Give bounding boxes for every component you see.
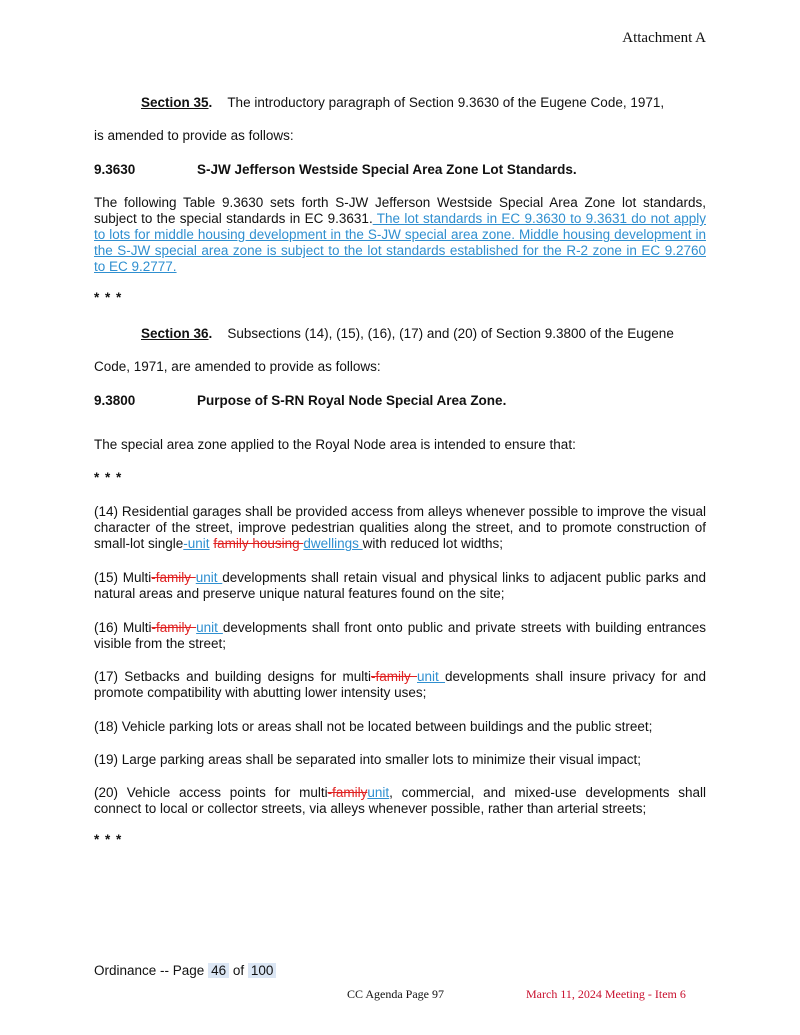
section-35-label: Section 35 xyxy=(141,95,209,110)
section-36-label: Section 36 xyxy=(141,326,209,341)
subsection-14: (14) Residential garages shall be provided access from alleys whenever possible to improve the visual character of the street, improve pedestrian qualities along the street, and to promote construction of small-lot single-unit family housing dwellings with reduced lot widths; xyxy=(94,504,706,551)
subsection-16: (16) Multi-family unit developments shall front onto public and private streets with building entrances visible from the street; xyxy=(94,620,706,651)
section-35-text: The introductory paragraph of Section 9.3630 of the Eugene Code, 1971, xyxy=(227,95,665,110)
deleted-text: -family xyxy=(370,669,417,684)
page-number: 46 xyxy=(208,963,229,978)
inserted-text: The lot standards in EC 9.3630 to 9.3631 do not apply to lots for middle housing development in the S-JW special area zone. Middle housing development in the S-JW special area zone is subject to the lot standards established for the R-2 zone in EC 9.2760 to EC 9.2777. xyxy=(94,211,707,274)
inserted-text: unit xyxy=(195,570,223,585)
section-35-intro: Section 35. The introductory paragraph of Section 9.3630 of the Eugene Code, 1971, xyxy=(141,95,665,110)
omission-marker: * * * xyxy=(94,832,123,847)
deleted-text: -family xyxy=(151,620,197,635)
omission-marker: * * * xyxy=(94,290,123,305)
heading-9-3630 xyxy=(94,162,706,178)
ordinance-label: Ordinance -- Page xyxy=(94,963,205,978)
subsection-17: (17) Setbacks and building designs for multi-family unit developments shall insure privacy for and promote compatibility with abutting lower intensity uses; xyxy=(94,669,706,700)
paragraph-9-3630: The following Table 9.3630 sets forth S-JW Jefferson Westside Special Area Zone lot standards, subject to the special standards in EC 9.3631. The lot standards in EC 9.3630 to 9.3631 do not apply to lots for middle housing development in the S-JW special area zone. Middle housing development in the S-JW special area zone is subject to the lot standards established for the R-2 zone in EC 9.2760 to EC 9.2777. xyxy=(94,195,707,274)
cc-agenda-page: CC Agenda Page 97 xyxy=(347,987,444,1001)
heading-title: S-JW Jefferson Westside Special Area Zone Lot Standards. xyxy=(197,162,577,177)
page-total: 100 xyxy=(248,963,277,978)
section-35-continuation: is amended to provide as follows: xyxy=(94,128,294,143)
subsection-19: (19) Large parking areas shall be separated into smaller lots to minimize their visual impact; xyxy=(94,752,642,767)
heading-number: 9.3800 xyxy=(94,393,136,408)
inserted-text: -unit xyxy=(183,536,210,551)
subsection-18: (18) Vehicle parking lots or areas shall not be located between buildings and the public street; xyxy=(94,719,653,734)
section-36-text: Subsections (14), (15), (16), (17) and (20) of Section 9.3800 of the Eugene xyxy=(227,326,674,341)
subsection-15: (15) Multi-family unit developments shall retain visual and physical links to adjacent public parks and natural areas and preserve unique natural features found on the site; xyxy=(94,570,706,601)
heading-number: 9.3630 xyxy=(94,162,136,177)
inserted-text: unit xyxy=(417,669,446,684)
heading-title: Purpose of S-RN Royal Node Special Area Zone. xyxy=(197,393,507,408)
intro-sentence: The special area zone applied to the Royal Node area is intended to ensure that: xyxy=(94,437,576,452)
heading-9-3800 xyxy=(94,393,706,409)
inserted-text: unit xyxy=(367,785,390,800)
section-36-continuation: Code, 1971, are amended to provide as follows: xyxy=(94,359,381,374)
subsection-20: (20) Vehicle access points for multi-familyunit, commercial, and mixed-use developments shall connect to local or collector streets, via alleys whenever possible, rather than arterial streets; xyxy=(94,785,706,816)
inserted-text: unit xyxy=(196,620,223,635)
meeting-label: March 11, 2024 Meeting - Item 6 xyxy=(526,987,686,1001)
ordinance-page-footer: Ordinance -- Page 46 of 100 xyxy=(94,963,276,978)
deleted-text: family housing xyxy=(213,536,304,551)
inserted-text: dwellings xyxy=(303,536,363,551)
deleted-text: -family xyxy=(327,785,368,800)
deleted-text: -family xyxy=(151,570,196,585)
attachment-label: Attachment A xyxy=(622,30,706,46)
section-36-intro: Section 36. Subsections (14), (15), (16), (17) and (20) of Section 9.3800 of the Eugene xyxy=(141,326,674,341)
omission-marker: * * * xyxy=(94,470,123,485)
